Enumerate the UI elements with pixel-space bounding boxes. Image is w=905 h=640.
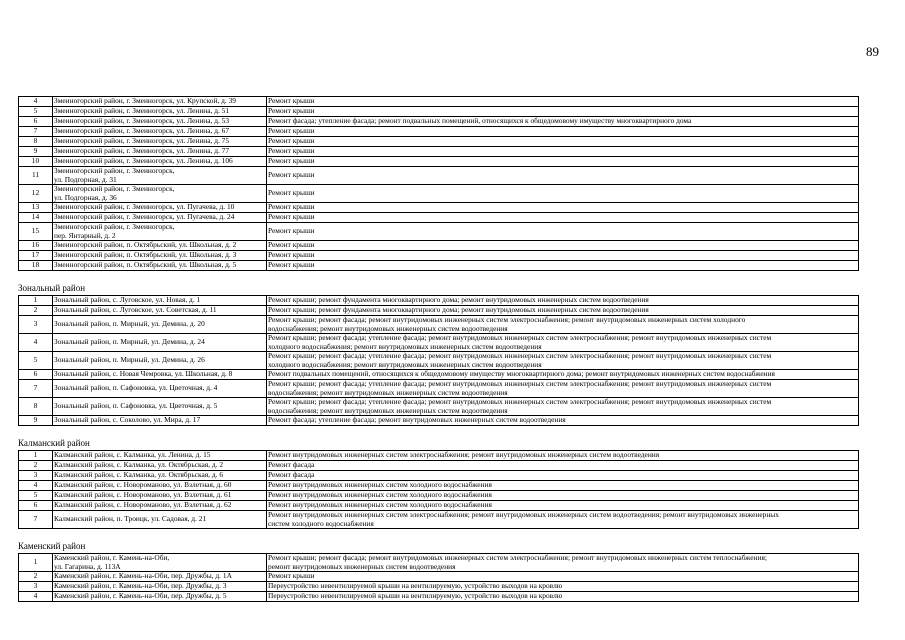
table-row [19,416,859,426]
work-cell [267,185,859,203]
work-cell [267,380,859,398]
address-cell [53,501,267,511]
row-number: 7 [19,127,53,137]
work-line: водоснабжения; ремонт внутридомовых инженерных систем водоотведения [268,405,508,415]
address-cell [53,296,267,306]
row-number: 4 [19,481,53,491]
address-line: Зональный район, с. Луговское, ул. Советская, д. 11 [54,305,217,315]
row-number: 12 [19,185,53,203]
address-cell [53,416,267,426]
table-row [19,380,859,398]
address-cell [53,352,267,370]
work-cell [267,398,859,416]
row-number: 2 [19,572,53,582]
district-title: Калманский район [18,438,90,448]
work-line: Ремонт внутридомовых инженерных систем холодного водоснабжения [268,490,492,500]
address-cell [53,137,267,147]
table-row [19,223,859,241]
table-row [19,213,859,223]
row-number: 5 [19,352,53,370]
address-line: Змеиногорский район, г. Змеиногорск, ул. Ленина, д. 75 [54,136,230,146]
table-row [19,501,859,511]
address-cell [53,107,267,117]
row-number: 10 [19,157,53,167]
address-cell [53,334,267,352]
work-line: Переустройство невентилируемой крыши на вентилируемую, устройство выходов на кровлю [268,581,563,591]
table-row [19,241,859,251]
work-line: Ремонт фасада [268,470,315,480]
table-row [19,352,859,370]
work-line: Ремонт фасада; утепление фасада; ремонт внутридомовых инженерных систем водоотведения [268,415,566,425]
work-cell [267,461,859,471]
address-cell [53,117,267,127]
table-row [19,203,859,213]
work-line: Ремонт крыши [268,226,315,236]
row-number: 6 [19,370,53,380]
work-line: Ремонт внутридомовых инженерных систем электроснабжения; ремонт внутридомовых инженерных систем водоотведения [268,450,660,460]
repair-table [18,450,859,529]
row-number: 4 [19,334,53,352]
row-number: 6 [19,117,53,127]
row-number: 3 [19,582,53,592]
address-cell [53,306,267,316]
table-row [19,316,859,334]
table-row [19,147,859,157]
table-row [19,251,859,261]
address-cell [53,127,267,137]
work-cell [267,481,859,491]
address-cell [53,380,267,398]
work-cell [267,352,859,370]
address-cell [53,203,267,213]
address-cell [53,185,267,203]
work-line: Ремонт крыши [268,250,315,260]
table-row [19,398,859,416]
row-number: 8 [19,398,53,416]
row-number: 11 [19,167,53,185]
work-line: водоснабжения; ремонт внутридомовых инженерных систем водоотведения [268,323,508,333]
table-row [19,370,859,380]
address-line: Змеиногорский район, г. Змеиногорск, [54,184,175,194]
row-number: 3 [19,316,53,334]
row-number: 5 [19,491,53,501]
address-line: Калманский район, с. Новороманово, ул. Взлетная, д. 62 [54,500,232,510]
work-line: Ремонт крыши; ремонт фасада; утепление фасада; ремонт внутридомовых инженерных систем электроснабжения; ремонт внутридомовых инженерных систем [268,397,772,407]
row-number: 17 [19,251,53,261]
work-cell [267,554,859,572]
work-line: Ремонт крыши [268,170,315,180]
work-line: Ремонт крыши; ремонт фундамента многоквартирного дома; ремонт внутридомовых инженерных систем водоотведения [268,305,649,315]
work-line: Ремонт крыши [268,202,315,212]
work-cell [267,451,859,461]
work-cell [267,203,859,213]
address-line: ул. Подгорная, д. 31 [54,174,117,184]
work-line: холодного водоснабжения; ремонт внутридомовых инженерных систем водоотведения [268,359,542,369]
address-line: Змеиногорский район, п. Октябрьский, ул. Школьная, д. 5 [54,260,237,270]
table-row [19,471,859,481]
address-line: ул. Гагарина, д. 113А [54,561,121,571]
address-line: Змеиногорский район, г. Змеиногорск, ул. Крупской, д. 39 [54,96,236,106]
district-title: Зональный район [18,283,86,293]
row-number: 1 [19,554,53,572]
address-line: Змеиногорский район, г. Змеиногорск, ул. Ленина, д. 53 [54,116,230,126]
address-line: Змеиногорский район, г. Змеиногорск, ул. Пугачева, д. 24 [54,212,235,222]
work-cell [267,147,859,157]
table-row [19,481,859,491]
work-cell [267,251,859,261]
row-number: 8 [19,137,53,147]
row-number: 7 [19,511,53,529]
work-line: Ремонт крыши; ремонт фундамента многоквартирного дома; ремонт внутридомовых инженерных систем водоотведения [268,295,649,305]
address-cell [53,572,267,582]
address-cell [53,223,267,241]
table-row [19,511,859,529]
address-cell [53,554,267,572]
row-number: 2 [19,461,53,471]
address-line: Змеиногорский район, п. Октябрьский, ул. Школьная, д. 2 [54,240,237,250]
work-cell [267,316,859,334]
address-cell [53,147,267,157]
work-line: ремонт внутридомовых инженерных систем водоотведения [268,561,456,571]
address-cell [53,213,267,223]
address-cell [53,316,267,334]
address-line: Зональный район, п. Сафоновка, ул. Цветочная, д. 5 [54,401,218,411]
work-cell [267,416,859,426]
address-line: Калманский район, с. Калманка, ул. Октябрьская, д. 2 [54,460,224,470]
address-line: Зональный район, п. Сафоновка, ул. Цветочная, д. 4 [54,383,218,393]
work-cell [267,167,859,185]
work-line: Ремонт внутридомовых инженерных систем холодного водоснабжения [268,500,492,510]
address-line: пер. Янтарный, д. 2 [54,230,116,240]
work-line: Ремонт крыши; ремонт фасада; ремонт внутридомовых инженерных систем электроснабжения; ремонт внутридомовых инженерных систем холодного [268,315,746,325]
address-cell [53,167,267,185]
work-cell [267,491,859,501]
work-cell [267,241,859,251]
table-row [19,107,859,117]
table-row [19,167,859,185]
address-line: Зональный район, п. Мирный, ул. Демина, д. 20 [54,319,205,329]
address-line: Каменский район, г. Камень-на-Оби, [54,553,170,563]
row-number: 9 [19,416,53,426]
work-cell [267,223,859,241]
work-cell [267,117,859,127]
row-number: 5 [19,107,53,117]
work-cell [267,592,859,602]
work-line: Ремонт внутридомовых инженерных систем холодного водоснабжения [268,480,492,490]
row-number: 7 [19,380,53,398]
address-cell [53,582,267,592]
address-line: Змеиногорский район, г. Змеиногорск, ул. Ленина, д. 77 [54,146,230,156]
address-cell [53,592,267,602]
address-cell [53,481,267,491]
table-row [19,554,859,572]
address-line: Змеиногорский район, г. Змеиногорск, ул. Ленина, д. 51 [54,106,230,116]
address-line: Змеиногорский район, п. Октябрьский, ул. Школьная, д. 3 [54,250,237,260]
work-cell [267,107,859,117]
work-cell [267,213,859,223]
address-cell [53,261,267,271]
row-number: 16 [19,241,53,251]
repair-table [18,553,859,602]
table-row [19,127,859,137]
table-row [19,137,859,147]
table-row [19,306,859,316]
address-cell [53,471,267,481]
address-line: ул. Подгорная, д. 36 [54,192,117,202]
table-row [19,261,859,271]
work-cell [267,501,859,511]
work-line: Ремонт крыши [268,106,315,116]
row-number: 9 [19,147,53,157]
address-cell [53,97,267,107]
address-line: Калманский район, с. Калманка, ул. Ленина, д. 15 [54,450,211,460]
table-row [19,296,859,306]
address-line: Каменский район, г. Камень-на-Оби, пер. Дружбы, д. 1А [54,571,232,581]
address-line: Каменский район, г. Камень-на-Оби, пер. Дружбы, д. 3 [54,581,227,591]
work-line: Ремонт крыши [268,156,315,166]
address-cell [53,398,267,416]
work-cell [267,471,859,481]
table-row [19,582,859,592]
table-row [19,592,859,602]
table-row [19,491,859,501]
address-line: Калманский район, с. Новороманово, ул. Взлетная, д. 61 [54,490,232,500]
address-line: Зональный район, п. Мирный, ул. Демина, д. 26 [54,355,205,365]
row-number: 4 [19,592,53,602]
table-row [19,461,859,471]
work-line: Ремонт крыши [268,260,315,270]
address-line: Змеиногорский район, г. Змеиногорск, [54,166,175,176]
row-number: 6 [19,501,53,511]
row-number: 2 [19,306,53,316]
work-line: Ремонт внутридомовых инженерных систем электроснабжения; ремонт внутридомовых инженерных систем водоотведения; ремонт внутридомовых инженерных [268,510,779,520]
row-number: 18 [19,261,53,271]
row-number: 13 [19,203,53,213]
work-cell [267,334,859,352]
address-line: Змеиногорский район, г. Змеиногорск, ул. Ленина, д. 106 [54,156,233,166]
address-cell [53,370,267,380]
work-line: Ремонт крыши; ремонт фасада; утепление фасада; ремонт внутридомовых инженерных систем электроснабжения; ремонт внутридомовых инженерных систем [268,379,772,389]
table-row [19,334,859,352]
row-number: 15 [19,223,53,241]
row-number: 1 [19,451,53,461]
work-line: Ремонт крыши; ремонт фасада; утепление фасада; ремонт внутридомовых инженерных систем электроснабжения; ремонт внутридомовых инженерных систем [268,351,772,361]
table-row [19,451,859,461]
address-cell [53,251,267,261]
district-title: Каменский район [18,541,86,551]
address-line: Змеиногорский район, г. Змеиногорск, [54,222,175,232]
row-number: 4 [19,97,53,107]
row-number: 14 [19,213,53,223]
work-cell [267,137,859,147]
work-cell [267,261,859,271]
address-cell [53,491,267,501]
address-line: Калманский район, с. Калманка, ул. Октябрьская, д. 6 [54,470,224,480]
work-line: систем холодного водоснабжения [268,518,374,528]
work-line: Переустройство невентилируемой крыши на вентилируемую, устройство выходов на кровлю [268,591,563,601]
work-cell [267,511,859,529]
address-line: Зональный район, с. Луговское, ул. Новая, д. 1 [54,295,201,305]
work-cell [267,572,859,582]
address-cell [53,461,267,471]
work-cell [267,157,859,167]
address-cell [53,241,267,251]
work-line: Ремонт крыши [268,188,315,198]
page-number: 89 [866,44,879,59]
work-cell [267,370,859,380]
work-line: Ремонт крыши [268,136,315,146]
repair-table [18,96,859,271]
address-line: Калманский район, п. Троицк, ул. Садовая, д. 21 [54,514,207,524]
address-line: Зональный район, с. Соколово, ул. Мира, д. 17 [54,415,201,425]
work-line: Ремонт подвальных помещений, относящихся к общедомовому имуществу многоквартирного дома; ремонт внутридомовых инженерных систем водоснабжения [268,369,775,379]
address-line: Змеиногорский район, г. Змеиногорск, ул. Ленина, д. 67 [54,126,230,136]
address-cell [53,157,267,167]
address-line: Калманский район, с. Новороманово, ул. Взлетная, д. 60 [54,480,232,490]
work-cell [267,127,859,137]
table-row [19,185,859,203]
work-line: водоснабжения; ремонт внутридомовых инженерных систем водоотведения [268,387,508,397]
address-line: Зональный район, п. Мирный, ул. Демина, д. 24 [54,337,205,347]
address-cell [53,511,267,529]
address-line: Зональный район, с. Новая Чемровка, ул. Школьная, д. 8 [54,369,233,379]
housing-repair-document [18,96,858,602]
address-line: Змеиногорский район, г. Змеиногорск, ул. Пугачева, д. 10 [54,202,235,212]
address-line: Каменский район, г. Камень-на-Оби, пер. Дружбы, д. 5 [54,591,227,601]
work-line: Ремонт крыши [268,212,315,222]
table-row [19,572,859,582]
table-row [19,97,859,107]
table-row [19,117,859,127]
row-number: 3 [19,471,53,481]
row-number: 1 [19,296,53,306]
work-line: Ремонт фасада; утепление фасада; ремонт подвальных помещений, относящихся к общедомовому имуществу многоквартирного дома [268,116,692,126]
work-line: Ремонт крыши; ремонт фасада; ремонт внутридомовых инженерных систем электроснабжения; ремонт внутридомовых инженерных систем теплоснабжения; [268,553,767,563]
work-cell [267,582,859,592]
repair-table [18,295,859,426]
work-cell [267,306,859,316]
work-line: Ремонт крыши [268,146,315,156]
table-row [19,157,859,167]
work-line: Ремонт крыши; ремонт фасада; утепление фасада; ремонт внутридомовых инженерных систем электроснабжения; ремонт внутридомовых инженерных систем [268,333,772,343]
work-line: Ремонт фасада [268,460,315,470]
work-line: Ремонт крыши [268,96,315,106]
work-cell [267,97,859,107]
work-cell [267,296,859,306]
address-cell [53,451,267,461]
work-line: Ремонт крыши [268,240,315,250]
work-line: холодного водоснабжения; ремонт внутридомовых инженерных систем водоотведения [268,341,542,351]
work-line: Ремонт крыши [268,126,315,136]
work-line: Ремонт крыши [268,571,315,581]
